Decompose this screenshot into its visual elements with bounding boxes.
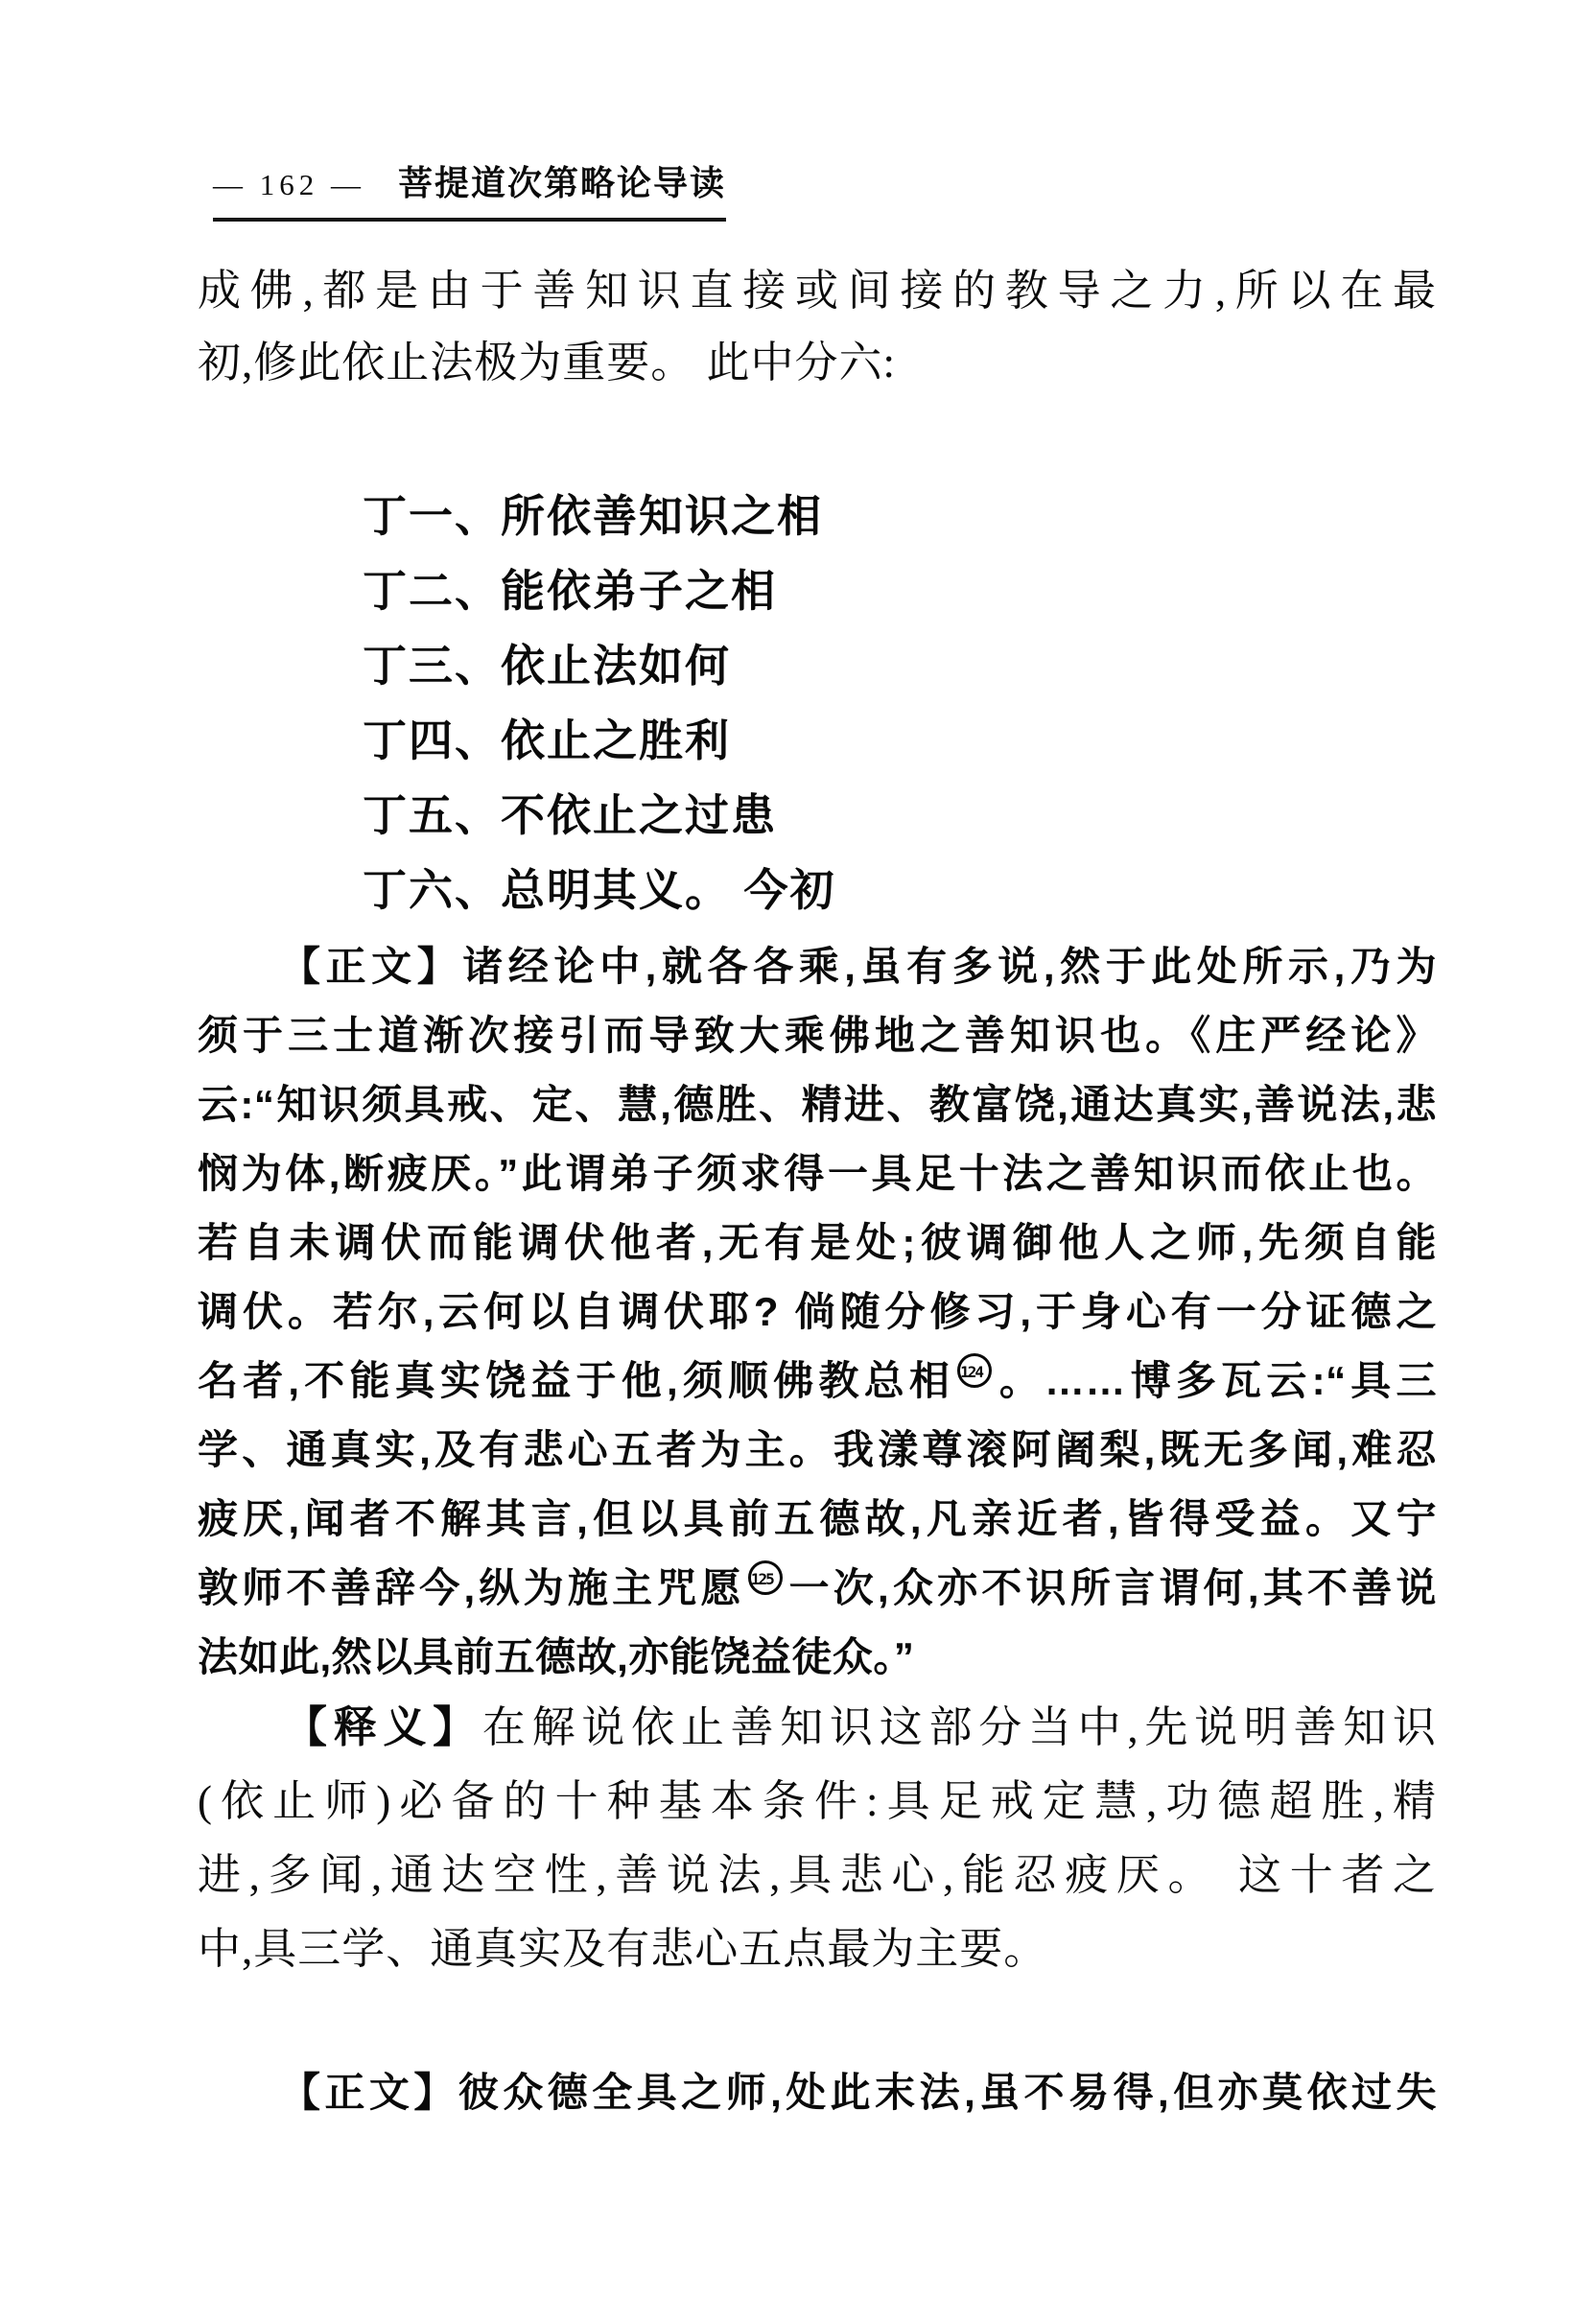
intro-paragraph [198,255,1437,399]
book-title: 菩提道次第略论导读 [398,164,727,202]
text-line: 云:“知识须具戒、定、慧,德胜、精进、教富饶,通达真实,善说法,悲 [198,1082,1437,1127]
outline-item-3: 丁三、依止法如何 [363,642,731,691]
outline-item-5: 丁五、不依止之过患 [363,791,777,840]
outline-item-1: 丁一、所依善知识之相 [363,492,823,541]
text-line: 【释义】在解说依止善知识这部分当中,先说明善知识 [284,1702,1437,1751]
text-line: 悯为体,断疲厌。”此谓弟子须求得一具足十法之善知识而依止也。 [198,1151,1437,1196]
text-line: 若自未调伏而能调伏他者,无有是处;彼调御他人之师,先须自能 [198,1220,1437,1265]
outline-item-6: 丁六、总明其义。 今初 [363,866,836,915]
text-line: 中,具三学、通真实及有悲心五点最为主要。 [198,1925,1048,1973]
page-number: — 162 — [213,168,365,201]
text-line: 进,多闻,通达空性,善说法,具悲心,能忍疲厌。 这十者之 [198,1851,1437,1899]
zhengwen-label: 【正文】 [280,2070,458,2115]
annotation-paragraph [198,1690,1437,1986]
text-line: 须于三士道渐次接引而导致大乘佛地之善知识也。《庄严经论》 [198,1013,1437,1058]
text-line: 【正文】诸经论中,就各各乘,虽有多说,然于此处所示,乃为 [280,944,1437,989]
outline-item-2: 丁二、能依弟子之相 [363,567,777,616]
text-line: (依止师)必备的十种基本条件:具足戒定慧,功德超胜,精 [198,1777,1437,1825]
text-line: 敦师不善辞今,纵为施主咒愿 125 一次,众亦不识所言谓何,其不善说 [198,1554,1437,1623]
shiyi-label: 【释义】 [284,1702,482,1751]
main-text-paragraph-2 [198,2058,1437,2127]
text-line: 初,修此依止法极为重要。 此中分六: [198,339,897,387]
text-line: 疲厌,闻者不解其言,但以具前五德故,凡亲近者,皆得受益。又宁 [198,1496,1437,1541]
text-line: 成佛,都是由于善知识直接或间接的教导之力,所以在最 [198,267,1437,315]
main-text-paragraph-1 [198,932,1437,1692]
outline-item-4: 丁四、依止之胜利 [363,716,731,765]
footnote-marker-124: 124 [957,1353,992,1388]
footnote-marker-125: 125 [748,1560,783,1595]
running-header [213,156,726,222]
text-line: 调伏。若尔,云何以自调伏耶? 倘随分修习,于身心有一分证德之 [198,1289,1437,1334]
text-line: 名者,不能真实饶益于他,须顺佛教总相 124 。……博多瓦云:“具三 [198,1347,1437,1416]
zhengwen-label: 【正文】 [280,944,463,989]
text-line: 学、通真实,及有悲心五者为主。我漾尊滚阿阇梨,既无多闻,难忍 [198,1427,1437,1472]
section-outline [363,480,836,928]
text-line: 【正文】彼众德全具之师,处此末法,虽不易得,但亦莫依过失 [280,2070,1437,2115]
text-line: 法如此,然以具前五德故,亦能饶益徒众。” [198,1634,915,1679]
